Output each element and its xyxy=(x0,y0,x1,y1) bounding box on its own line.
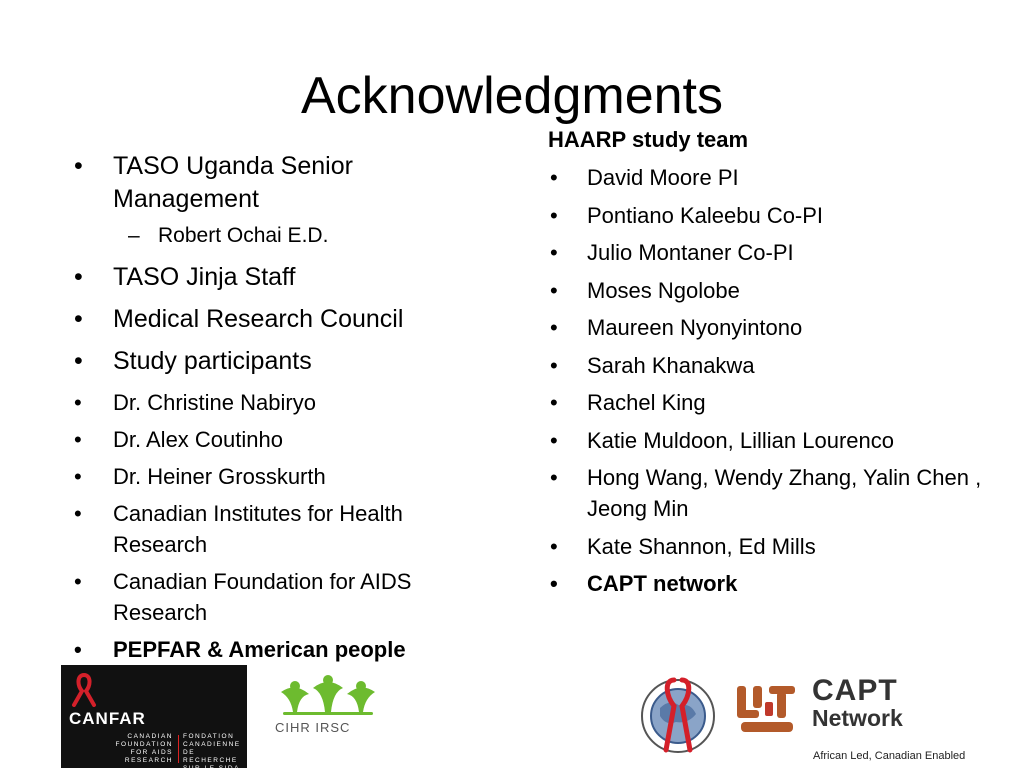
capt-subtitle: Network xyxy=(812,705,903,731)
list-item: • Sarah Khanakwa xyxy=(548,350,988,381)
list-item: • CAPT network xyxy=(548,568,988,599)
list-item: • Medical Research Council xyxy=(70,303,490,336)
list-item: • Dr. Alex Coutinho xyxy=(70,424,490,455)
list-item: • Canadian Institutes for Health Research xyxy=(70,498,490,560)
list-item: • PEPFAR & American people xyxy=(70,634,490,665)
canfar-fr-line: SUR LE SIDA xyxy=(183,765,240,772)
canfar-logo xyxy=(61,665,247,772)
cihr-people-icon xyxy=(273,672,383,720)
sub-list-item: – Robert Ochai E.D. xyxy=(70,223,490,249)
list-item: • Dr. Heiner Grosskurth xyxy=(70,461,490,492)
right-acknowledgment-column xyxy=(548,124,988,606)
capt-tagline: African Led, Canadian Enabled xyxy=(813,750,966,762)
pepfar-seal-icon xyxy=(630,676,725,754)
slide-title: Acknowledgments xyxy=(301,67,723,125)
list-item: • David Moore PI xyxy=(548,162,988,193)
list-item: • Rachel King xyxy=(548,387,988,418)
capt-title: CAPT xyxy=(812,674,898,707)
canfar-en-line: RESEARCH xyxy=(124,757,173,764)
canfar-en-line: FOR AIDS xyxy=(130,749,173,756)
red-ribbon-icon xyxy=(69,673,99,707)
list-item: • Pontiano Kaleebu Co-PI xyxy=(548,200,988,231)
left-acknowledgment-list xyxy=(70,150,490,671)
list-item: • Dr. Christine Nabiryo xyxy=(70,387,490,418)
list-item: • Hong Wang, Wendy Zhang, Yalin Chen , Jeong Min xyxy=(548,462,988,524)
list-item: • Canadian Foundation for AIDS Research xyxy=(70,566,490,628)
canfar-en-line: CANADIAN xyxy=(127,733,173,740)
canfar-divider xyxy=(178,735,179,763)
list-item: • Maureen Nyonyintono xyxy=(548,312,988,343)
study-team-list xyxy=(548,162,988,599)
list-item: • TASO Uganda Senior Management xyxy=(70,150,490,216)
list-item: • Kate Shannon, Ed Mills xyxy=(548,531,988,562)
list-item: • TASO Jinja Staff xyxy=(70,261,490,294)
list-item: • Study participants xyxy=(70,345,490,378)
list-item: • Julio Montaner Co-PI xyxy=(548,237,988,268)
study-team-heading: HAARP study team xyxy=(548,127,749,152)
canfar-fr-line: FONDATION xyxy=(183,733,235,740)
cihr-text: CIHR IRSC xyxy=(275,720,351,735)
list-item: • Moses Ngolobe xyxy=(548,275,988,306)
canfar-name: CANFAR xyxy=(69,709,146,728)
canfar-fr-line: CANADIENNE xyxy=(183,741,241,748)
capt-mark-icon xyxy=(735,682,799,736)
capt-logo-text xyxy=(812,676,903,730)
list-item: • Katie Muldoon, Lillian Lourenco xyxy=(548,425,988,456)
canfar-fr-line: DE RECHERCHE xyxy=(183,749,238,764)
cihr-logo xyxy=(273,672,398,742)
canfar-en-line: FOUNDATION xyxy=(115,741,173,748)
